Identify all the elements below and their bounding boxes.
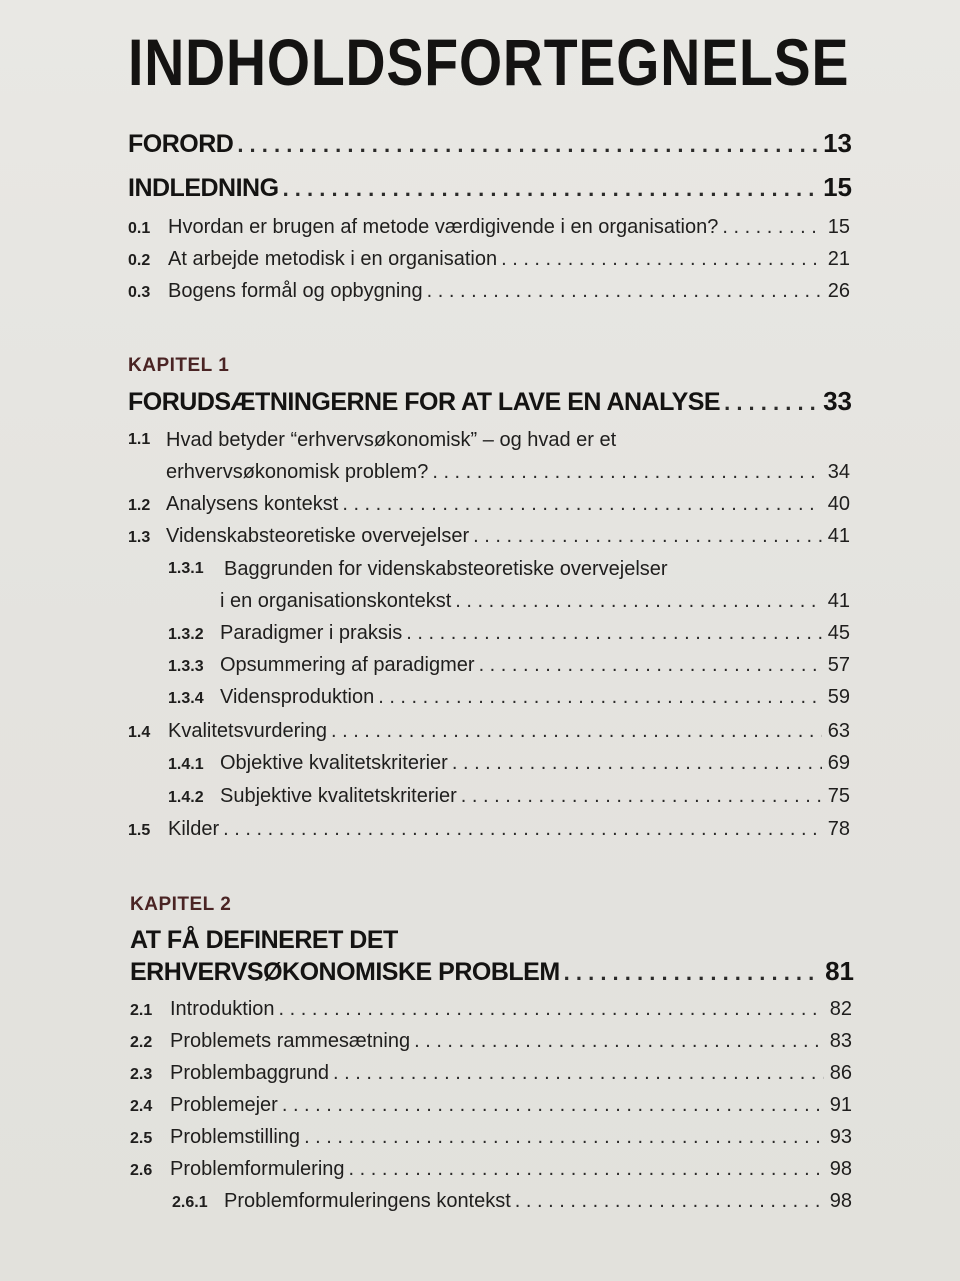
toc-label: At arbejde metodisk i en organisation — [168, 248, 498, 270]
leader-dots — [427, 280, 822, 303]
toc-number: 0.1 — [128, 220, 151, 237]
toc-number: 1.1 — [128, 431, 151, 448]
toc-page: 41 — [827, 590, 850, 612]
toc-label: Problemets rammesætning — [170, 1030, 411, 1052]
toc-page: 86 — [829, 1062, 852, 1084]
toc-entry — [128, 216, 850, 239]
toc-label: Subjektive kvalitetskriterier — [220, 785, 457, 807]
leader-dots — [515, 1190, 824, 1213]
toc-entry — [128, 493, 850, 516]
leader-dots — [304, 1126, 824, 1149]
toc-entry — [130, 1062, 852, 1085]
leader-dots — [283, 176, 820, 202]
toc-entry — [166, 461, 850, 484]
toc-label: ERHVERVSØKONOMISKE PROBLEM — [130, 958, 560, 986]
toc-entry — [130, 1158, 852, 1181]
leader-dots — [237, 132, 819, 158]
toc-number: 2.3 — [130, 1066, 153, 1083]
leader-dots — [724, 390, 819, 416]
toc-number: 1.3.4 — [168, 690, 204, 707]
toc-number: 2.5 — [130, 1130, 153, 1147]
leader-dots — [406, 622, 822, 645]
toc-label: Problemstilling — [170, 1126, 301, 1148]
toc-label-line1: Baggrunden for videnskabsteoretiske overvejelser — [224, 558, 668, 580]
toc-number: 2.1 — [130, 1002, 153, 1019]
toc-entry — [130, 1126, 852, 1149]
toc-entry — [168, 654, 850, 677]
chapter-label: KAPITEL 1 — [128, 355, 230, 376]
leader-dots — [378, 686, 822, 709]
chapter-heading — [130, 956, 854, 987]
toc-page: 21 — [827, 248, 850, 270]
toc-page: 33 — [823, 386, 852, 416]
leader-dots — [223, 818, 822, 841]
toc-number: 1.2 — [128, 497, 151, 514]
toc-label: Objektive kvalitetskriterier — [220, 752, 448, 774]
leader-dots — [282, 1094, 824, 1117]
leader-dots — [722, 216, 822, 239]
toc-page: 26 — [827, 280, 850, 302]
toc-entry — [220, 590, 850, 613]
toc-number: 2.2 — [130, 1034, 153, 1051]
toc-entry — [128, 280, 850, 303]
leader-dots — [331, 720, 822, 743]
toc-page: 81 — [825, 956, 854, 986]
toc-number: 0.3 — [128, 284, 151, 301]
toc-entry — [168, 785, 850, 808]
toc-number: 1.4.2 — [168, 789, 204, 806]
leader-dots — [501, 248, 822, 271]
toc-number: 2.4 — [130, 1098, 153, 1115]
leader-dots — [564, 960, 821, 986]
toc-page: 41 — [827, 525, 850, 547]
toc-number: 0.2 — [128, 252, 151, 269]
toc-entry — [130, 1030, 852, 1053]
toc-label: Paradigmer i praksis — [220, 622, 403, 644]
toc-page: 15 — [827, 216, 850, 238]
toc-entry — [172, 1190, 852, 1213]
leader-dots — [342, 493, 822, 516]
toc-entry — [128, 818, 850, 841]
toc-label: erhvervsøkonomisk problem? — [166, 461, 429, 483]
toc-page: 93 — [829, 1126, 852, 1148]
chapter-heading-line1: AT FÅ DEFINERET DET — [130, 926, 398, 954]
toc-label: INDLEDNING — [128, 174, 279, 202]
leader-dots — [349, 1158, 824, 1181]
toc-label: FORORD — [128, 130, 234, 158]
toc-number: 1.3.3 — [168, 658, 204, 675]
toc-number: 2.6 — [130, 1162, 153, 1179]
toc-label: Problembaggrund — [170, 1062, 329, 1084]
toc-label: Analysens kontekst — [166, 493, 339, 515]
toc-entry — [168, 686, 850, 709]
leader-dots — [452, 752, 822, 775]
toc-page: 57 — [827, 654, 850, 676]
toc-entry — [168, 752, 850, 775]
toc-label: Kvalitetsvurdering — [168, 720, 327, 742]
toc-page: 15 — [823, 172, 852, 202]
toc-page: 13 — [823, 128, 852, 158]
toc-number: 1.5 — [128, 822, 151, 839]
toc-page: 83 — [829, 1030, 852, 1052]
toc-page: 63 — [827, 720, 850, 742]
toc-entry-forord — [128, 128, 852, 159]
toc-page: 98 — [829, 1158, 852, 1180]
page-title: INDHOLDSFORTEGNELSE — [128, 25, 850, 99]
toc-number: 1.3 — [128, 529, 151, 546]
toc-page: 59 — [827, 686, 850, 708]
toc-label: Problemformulering — [170, 1158, 345, 1180]
toc-number: 1.3.1 — [168, 560, 204, 577]
toc-label-line1: Hvad betyder “erhvervsøkonomisk” – og hvad er et — [166, 429, 617, 451]
toc-number: 1.4 — [128, 724, 151, 741]
toc-label: Videnskabsteoretiske overvejelser — [166, 525, 470, 547]
toc-number: 1.4.1 — [168, 756, 204, 773]
toc-label: Problemformuleringens kontekst — [224, 1190, 511, 1212]
toc-label: Vidensproduktion — [220, 686, 375, 708]
leader-dots — [279, 998, 824, 1021]
toc-page: 91 — [829, 1094, 852, 1116]
leader-dots — [414, 1030, 824, 1053]
toc-page: 69 — [827, 752, 850, 774]
leader-dots — [432, 461, 822, 484]
toc-page: 45 — [827, 622, 850, 644]
leader-dots — [479, 654, 822, 677]
leader-dots — [461, 785, 822, 808]
toc-label: Kilder — [168, 818, 220, 840]
toc-page: 82 — [829, 998, 852, 1020]
toc-label: Bogens formål og opbygning — [168, 280, 423, 302]
toc-page: 75 — [827, 785, 850, 807]
toc-number: 1.3.2 — [168, 626, 204, 643]
toc-label: Problemejer — [170, 1094, 278, 1116]
toc-label: Opsummering af paradigmer — [220, 654, 475, 676]
toc-label: Hvordan er brugen af metode værdigivende i en organisation? — [168, 216, 719, 238]
toc-entry-indledning — [128, 172, 852, 203]
toc-entry — [168, 622, 850, 645]
toc-number: 2.6.1 — [172, 1194, 208, 1211]
leader-dots — [473, 525, 822, 548]
chapter-heading — [128, 386, 852, 417]
toc-page: 40 — [827, 493, 850, 515]
toc-label: i en organisationskontekst — [220, 590, 452, 612]
toc-entry — [128, 720, 850, 743]
toc-entry — [128, 525, 850, 548]
leader-dots — [455, 590, 822, 613]
chapter-label: KAPITEL 2 — [130, 894, 232, 915]
toc-page: 98 — [829, 1190, 852, 1212]
toc-page: 78 — [827, 818, 850, 840]
toc-entry — [130, 998, 852, 1021]
toc-label: Introduktion — [170, 998, 275, 1020]
toc-entry — [128, 248, 850, 271]
leader-dots — [333, 1062, 824, 1085]
toc-label: FORUDSÆTNINGERNE FOR AT LAVE EN ANALYSE — [128, 388, 721, 416]
toc-entry — [130, 1094, 852, 1117]
toc-page: 34 — [827, 461, 850, 483]
